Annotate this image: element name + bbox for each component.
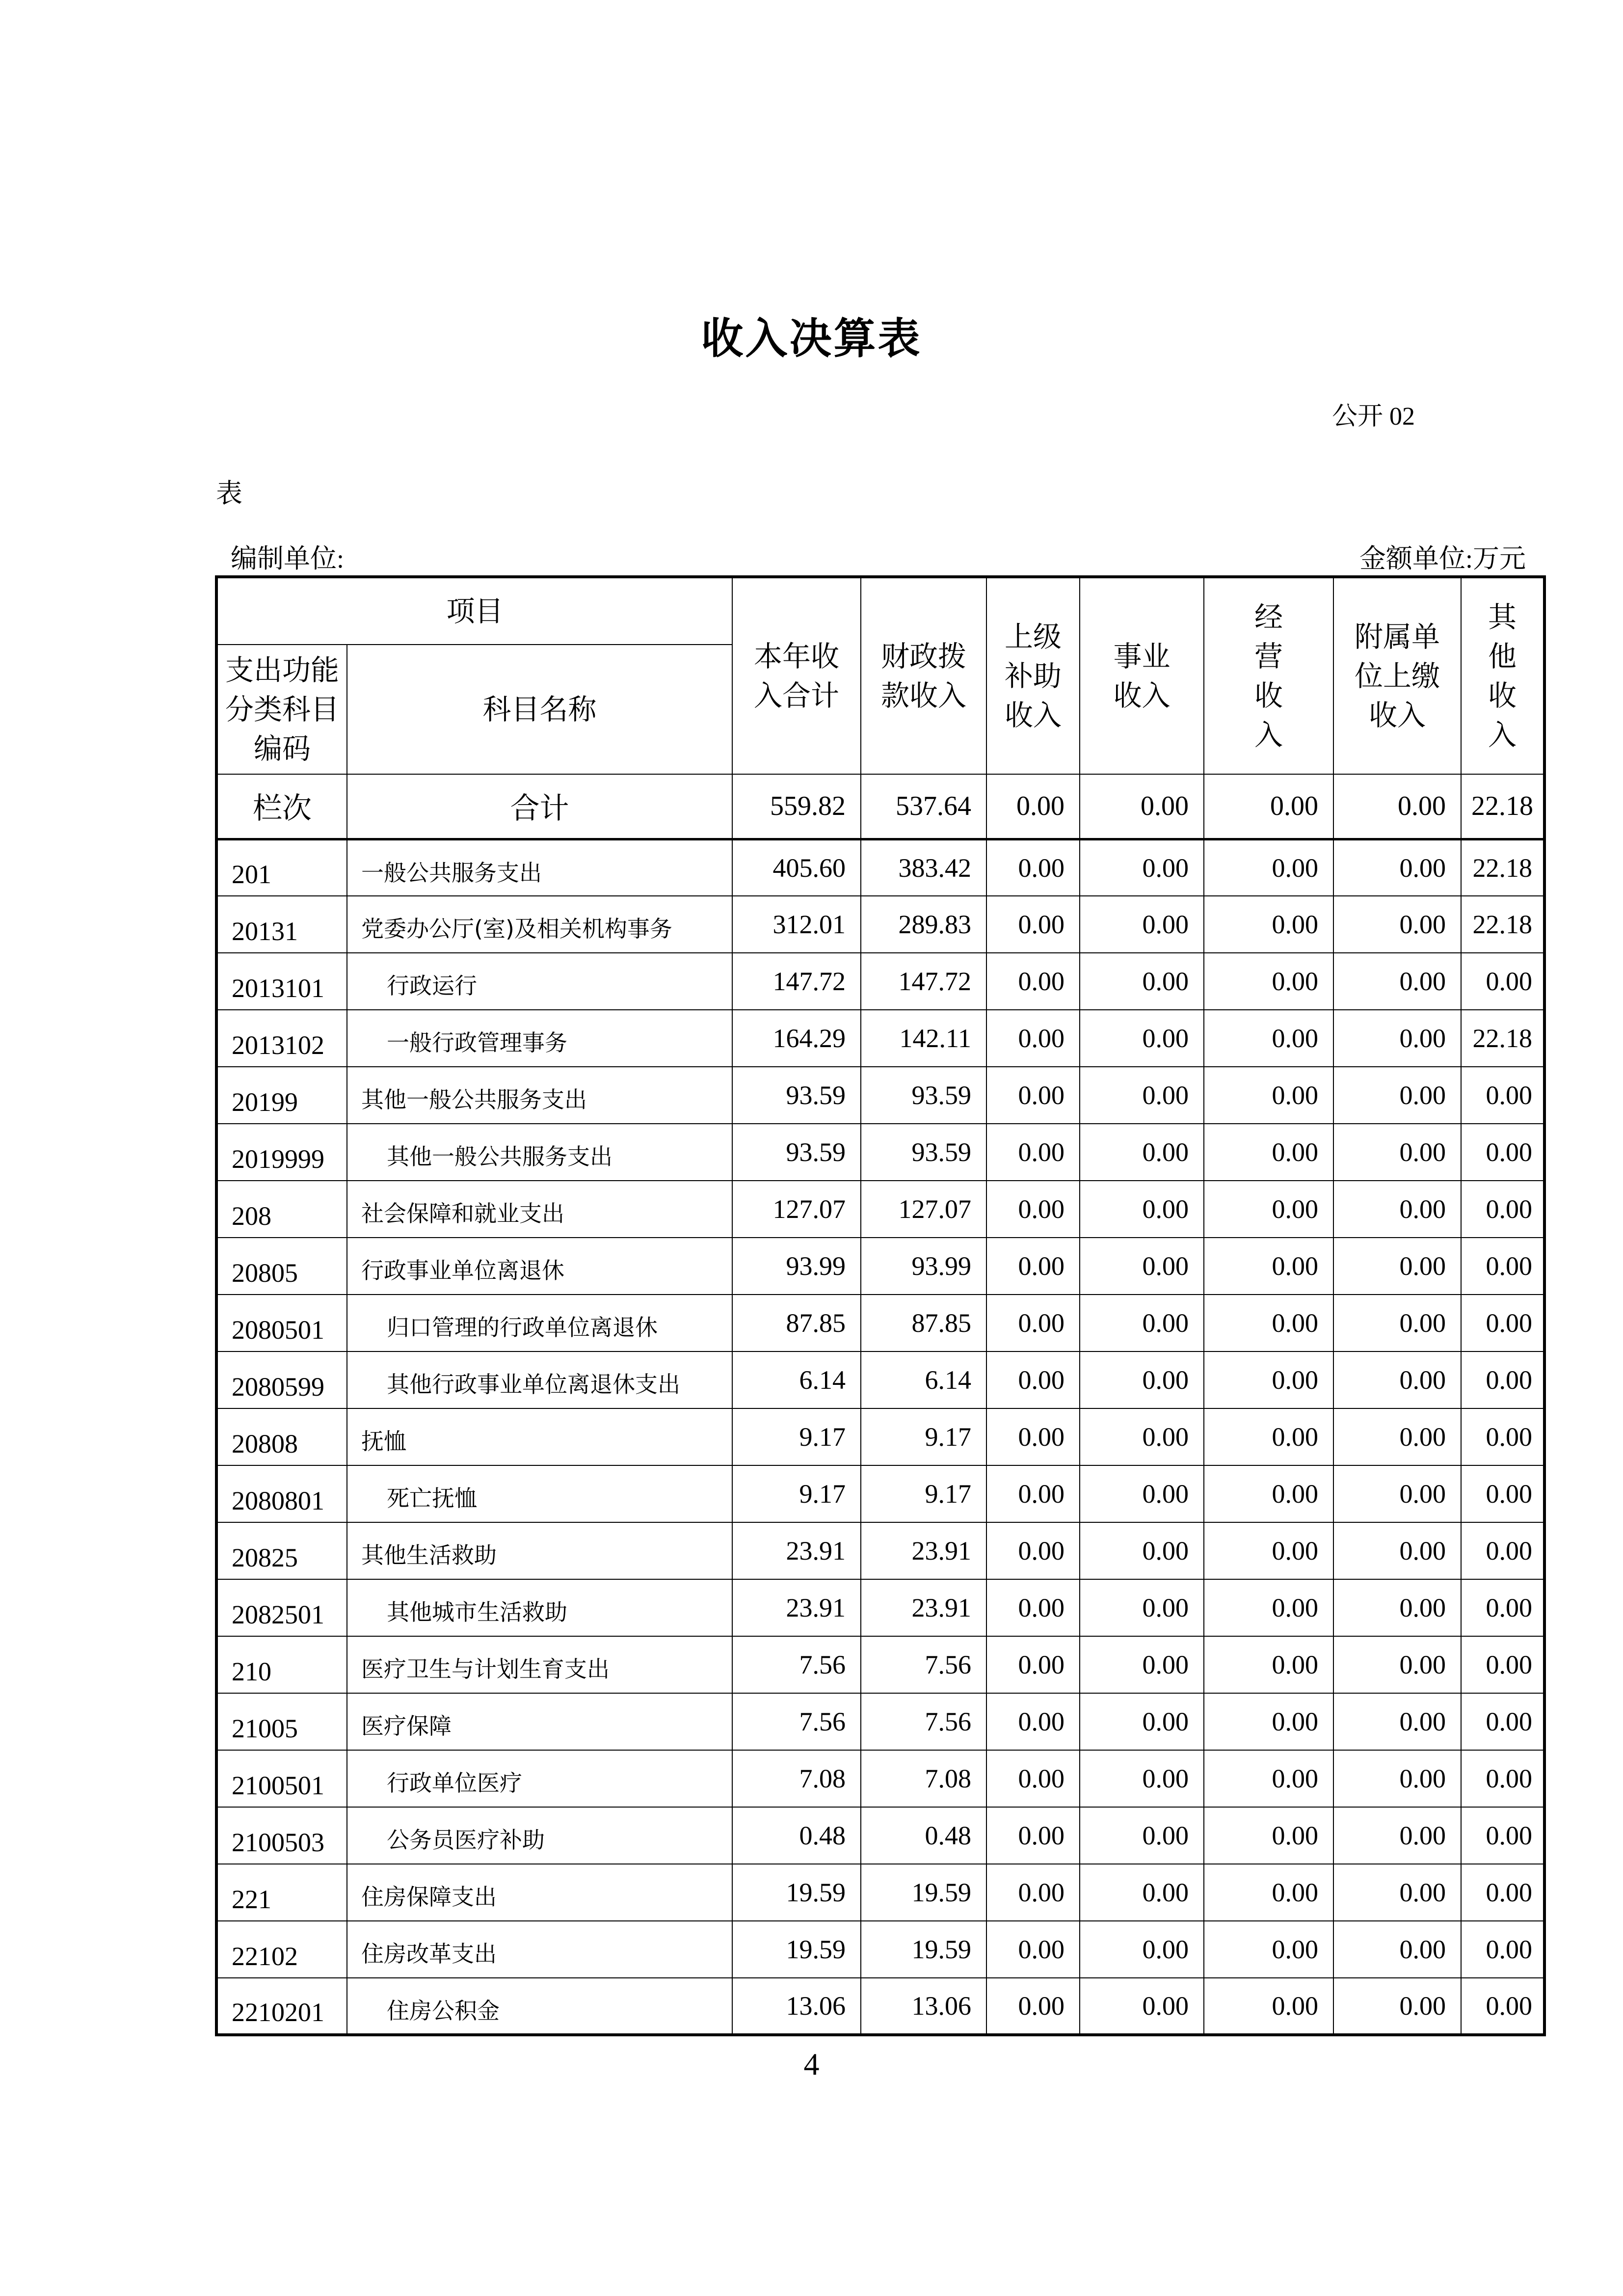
row-code: 22102 [216,1921,347,1978]
row-value: 0.00 [986,1124,1080,1181]
row-value: 13.06 [732,1978,861,2035]
row-subject-name: 一般行政管理事务 [347,1010,732,1067]
row-value: 0.00 [986,1408,1080,1465]
row-value: 312.01 [732,896,861,953]
row-value: 0.00 [1080,1465,1204,1522]
row-value: 0.00 [986,1238,1080,1295]
compiling-unit-label: 编制单位: [231,544,345,573]
row-value: 0.00 [1333,1579,1461,1636]
row-value: 0.00 [1333,839,1461,896]
row-value: 19.59 [861,1921,986,1978]
row-value: 289.83 [861,896,986,953]
row-value: 0.00 [986,1864,1080,1921]
row-value: 0.00 [1333,1693,1461,1750]
row-value: 0.00 [1461,1807,1544,1864]
table-row [216,1522,1544,1579]
row-value: 22.18 [1461,1010,1544,1067]
row-value: 0.00 [1204,1067,1333,1124]
row-value: 13.06 [861,1978,986,2035]
row-value: 0.00 [1461,1921,1544,1978]
row-subject-name: 归口管理的行政单位离退休 [347,1295,732,1351]
row-value: 147.72 [861,953,986,1010]
header-col-4: 事业收入 [1080,577,1204,774]
table-row [216,1807,1544,1864]
row-value: 0.00 [1204,1238,1333,1295]
row-value: 0.00 [986,1807,1080,1864]
header-col-7: 其他收入 [1461,577,1544,774]
header-col-1: 本年收入合计 [732,577,861,774]
row-value: 9.17 [732,1408,861,1465]
header-col-5: 经营收入 [1204,577,1333,774]
row-value: 0.00 [1461,1693,1544,1750]
row-subject-name: 住房改革支出 [347,1921,732,1978]
row-value: 93.99 [732,1238,861,1295]
total-label-heji: 合计 [347,774,732,839]
row-value: 0.00 [1080,839,1204,896]
row-code: 20131 [216,896,347,953]
row-value: 0.00 [1204,1636,1333,1693]
row-value: 7.56 [861,1693,986,1750]
row-value: 0.48 [732,1807,861,1864]
row-value: 0.00 [1080,1408,1204,1465]
row-value: 22.18 [1461,839,1544,896]
row-value: 0.00 [1204,1351,1333,1408]
row-subject-name: 行政单位医疗 [347,1750,732,1807]
row-value: 0.00 [1204,1295,1333,1351]
row-value: 23.91 [861,1522,986,1579]
row-value: 0.00 [1333,896,1461,953]
row-subject-name: 医疗卫生与计划生育支出 [347,1636,732,1693]
table-code: 公开 02 [1331,403,1415,431]
income-table [215,575,1546,2036]
row-value: 0.00 [1333,953,1461,1010]
row-value: 0.00 [1333,1636,1461,1693]
total-value: 0.00 [1080,774,1204,839]
row-value: 0.00 [1080,1067,1204,1124]
row-value: 0.00 [986,1465,1080,1522]
row-value: 23.91 [732,1579,861,1636]
total-value: 559.82 [732,774,861,839]
row-value: 405.60 [732,839,861,896]
row-value: 0.00 [1461,1124,1544,1181]
row-value: 0.00 [1204,896,1333,953]
row-code: 221 [216,1864,347,1921]
row-value: 0.00 [986,1351,1080,1408]
row-value: 0.00 [1204,1750,1333,1807]
row-code: 208 [216,1181,347,1238]
row-subject-name: 党委办公厅(室)及相关机构事务 [347,896,732,953]
row-value: 0.00 [1080,1750,1204,1807]
row-value: 0.00 [986,953,1080,1010]
row-code: 2019999 [216,1124,347,1181]
row-value: 0.00 [1204,1978,1333,2035]
row-value: 0.00 [986,1750,1080,1807]
row-value: 0.00 [1204,1465,1333,1522]
row-value: 0.00 [986,1181,1080,1238]
row-value: 127.07 [861,1181,986,1238]
row-value: 22.18 [1461,896,1544,953]
row-code: 2210201 [216,1978,347,2035]
table-row [216,1408,1544,1465]
table-row [216,1238,1544,1295]
table-row [216,1864,1544,1921]
row-value: 0.00 [1204,1579,1333,1636]
row-value: 0.00 [1204,1522,1333,1579]
row-value: 0.00 [1333,1522,1461,1579]
table-row [216,1921,1544,1978]
row-code: 2082501 [216,1579,347,1636]
row-code: 2013101 [216,953,347,1010]
row-value: 0.00 [986,839,1080,896]
row-value: 0.00 [986,1636,1080,1693]
row-code: 2100503 [216,1807,347,1864]
row-value: 6.14 [732,1351,861,1408]
row-value: 87.85 [861,1295,986,1351]
header-xiangmu: 项目 [216,577,732,645]
row-value: 19.59 [732,1921,861,1978]
row-code: 2080801 [216,1465,347,1522]
row-value: 0.00 [986,1295,1080,1351]
row-value: 0.00 [1333,1181,1461,1238]
row-subject-name: 行政事业单位离退休 [347,1238,732,1295]
row-value: 0.00 [1333,1807,1461,1864]
row-value: 0.00 [986,1921,1080,1978]
table-row [216,1067,1544,1124]
row-value: 0.00 [1080,1181,1204,1238]
row-value: 0.00 [1204,1124,1333,1181]
page-title: 收入决算表 [701,314,922,363]
row-value: 0.00 [1080,1636,1204,1693]
row-value: 0.00 [1461,1522,1544,1579]
row-value: 0.00 [1461,953,1544,1010]
amount-unit-label: 金额单位:万元 [1359,544,1526,573]
total-row [216,774,1544,839]
row-value: 0.00 [1080,1921,1204,1978]
table-row [216,1693,1544,1750]
row-code: 20825 [216,1522,347,1579]
table-code-suffix: 表 [216,479,242,508]
row-value: 0.00 [1333,1351,1461,1408]
row-value: 0.00 [1080,896,1204,953]
row-value: 0.00 [1333,1067,1461,1124]
row-value: 0.00 [986,896,1080,953]
row-value: 7.56 [732,1636,861,1693]
row-value: 0.00 [1461,1408,1544,1465]
row-value: 93.59 [732,1067,861,1124]
table-row [216,896,1544,953]
total-label-lanci: 栏次 [216,774,347,839]
row-value: 147.72 [732,953,861,1010]
row-value: 0.00 [1080,1238,1204,1295]
row-subject-name: 一般公共服务支出 [347,839,732,896]
row-subject-name: 社会保障和就业支出 [347,1181,732,1238]
row-value: 0.00 [986,1978,1080,2035]
row-value: 93.59 [861,1067,986,1124]
row-value: 0.00 [986,1522,1080,1579]
row-value: 0.00 [1333,1921,1461,1978]
row-value: 0.00 [1080,1351,1204,1408]
row-value: 7.08 [861,1750,986,1807]
row-value: 0.00 [1461,1181,1544,1238]
row-subject-name: 抚恤 [347,1408,732,1465]
row-value: 0.00 [1461,1351,1544,1408]
row-code: 201 [216,839,347,896]
row-value: 19.59 [861,1864,986,1921]
row-value: 0.00 [1333,1408,1461,1465]
row-value: 87.85 [732,1295,861,1351]
total-value: 0.00 [986,774,1080,839]
row-value: 9.17 [861,1408,986,1465]
row-value: 0.00 [1333,1465,1461,1522]
row-value: 0.00 [1461,1636,1544,1693]
row-value: 19.59 [732,1864,861,1921]
row-value: 0.00 [1204,1864,1333,1921]
row-value: 0.00 [1080,1579,1204,1636]
table-row [216,1351,1544,1408]
row-code: 21005 [216,1693,347,1750]
row-value: 0.00 [1080,1010,1204,1067]
row-value: 0.00 [1461,1067,1544,1124]
row-value: 0.00 [1080,1807,1204,1864]
row-subject-name: 其他一般公共服务支出 [347,1124,732,1181]
row-value: 142.11 [861,1010,986,1067]
header-col-2: 财政拨款收入 [861,577,986,774]
row-value: 0.48 [861,1807,986,1864]
row-value: 0.00 [1461,1750,1544,1807]
row-value: 7.56 [732,1693,861,1750]
row-value: 0.00 [1461,1295,1544,1351]
row-value: 93.59 [861,1124,986,1181]
row-value: 6.14 [861,1351,986,1408]
row-value: 0.00 [1204,1921,1333,1978]
row-value: 0.00 [1333,1978,1461,2035]
row-code: 20805 [216,1238,347,1295]
row-value: 164.29 [732,1010,861,1067]
row-value: 0.00 [1333,1124,1461,1181]
table-row [216,1010,1544,1067]
row-value: 93.59 [732,1124,861,1181]
row-value: 0.00 [1080,1124,1204,1181]
row-value: 0.00 [1080,1295,1204,1351]
row-value: 0.00 [1204,839,1333,896]
row-subject-name: 其他城市生活救助 [347,1579,732,1636]
row-subject-name: 其他生活救助 [347,1522,732,1579]
row-code: 2013102 [216,1010,347,1067]
table-row [216,1579,1544,1636]
table-row [216,953,1544,1010]
table-row [216,1636,1544,1693]
row-subject-name: 其他行政事业单位离退休支出 [347,1351,732,1408]
row-value: 7.56 [861,1636,986,1693]
row-value: 0.00 [1204,1693,1333,1750]
row-value: 0.00 [1461,1465,1544,1522]
row-value: 0.00 [1461,1978,1544,2035]
row-value: 0.00 [986,1579,1080,1636]
row-value: 23.91 [732,1522,861,1579]
row-value: 0.00 [1080,1864,1204,1921]
row-value: 0.00 [986,1067,1080,1124]
row-value: 0.00 [1333,1238,1461,1295]
row-value: 9.17 [861,1465,986,1522]
header-col-6: 附属单位上缴收入 [1333,577,1461,774]
table-row [216,1295,1544,1351]
row-value: 0.00 [1461,1238,1544,1295]
row-code: 20199 [216,1067,347,1124]
table-row [216,1181,1544,1238]
row-code: 2100501 [216,1750,347,1807]
table-row [216,1465,1544,1522]
row-value: 0.00 [1461,1864,1544,1921]
header-subject-name: 科目名称 [347,645,732,774]
row-value: 0.00 [986,1693,1080,1750]
row-value: 0.00 [1333,1010,1461,1067]
header-col-3: 上级补助收入 [986,577,1080,774]
total-value: 0.00 [1204,774,1333,839]
row-value: 93.99 [861,1238,986,1295]
row-value: 0.00 [1080,953,1204,1010]
header-func-code: 支出功能分类科目编码 [216,645,347,774]
row-value: 0.00 [1204,1408,1333,1465]
row-subject-name: 住房保障支出 [347,1864,732,1921]
row-subject-name: 医疗保障 [347,1693,732,1750]
row-value: 0.00 [1333,1864,1461,1921]
total-value: 537.64 [861,774,986,839]
row-code: 2080599 [216,1351,347,1408]
row-value: 383.42 [861,839,986,896]
row-value: 9.17 [732,1465,861,1522]
row-code: 20808 [216,1408,347,1465]
row-value: 0.00 [1080,1693,1204,1750]
row-subject-name: 行政运行 [347,953,732,1010]
row-value: 7.08 [732,1750,861,1807]
row-value: 0.00 [1204,1807,1333,1864]
row-value: 0.00 [1204,953,1333,1010]
page-number: 4 [803,2047,820,2081]
row-subject-name: 死亡抚恤 [347,1465,732,1522]
row-value: 0.00 [1333,1295,1461,1351]
row-value: 0.00 [1204,1181,1333,1238]
row-subject-name: 其他一般公共服务支出 [347,1067,732,1124]
row-code: 210 [216,1636,347,1693]
row-subject-name: 公务员医疗补助 [347,1807,732,1864]
row-value: 0.00 [1461,1579,1544,1636]
row-subject-name: 住房公积金 [347,1978,732,2035]
row-value: 0.00 [986,1010,1080,1067]
row-value: 0.00 [1080,1978,1204,2035]
total-value: 22.18 [1461,774,1544,839]
row-value: 0.00 [1080,1522,1204,1579]
table-row [216,1978,1544,2035]
row-code: 2080501 [216,1295,347,1351]
row-value: 23.91 [861,1579,986,1636]
row-value: 0.00 [1204,1010,1333,1067]
row-value: 127.07 [732,1181,861,1238]
total-value: 0.00 [1333,774,1461,839]
table-row [216,839,1544,896]
table-row [216,1124,1544,1181]
row-value: 0.00 [1333,1750,1461,1807]
table-row [216,1750,1544,1807]
